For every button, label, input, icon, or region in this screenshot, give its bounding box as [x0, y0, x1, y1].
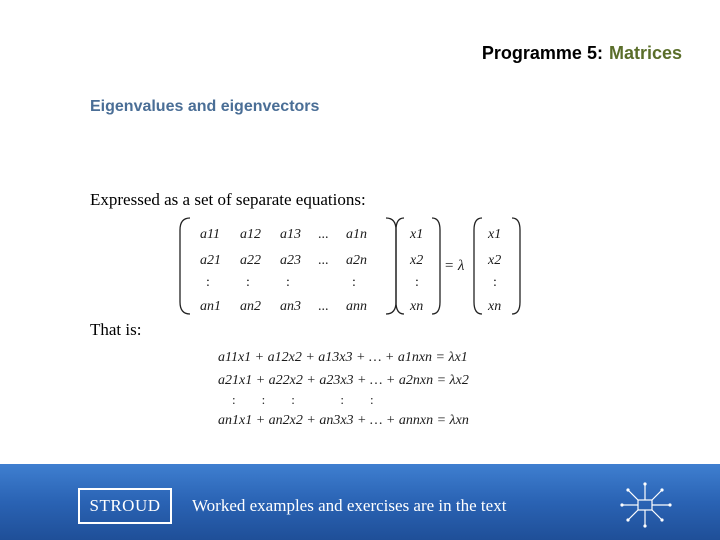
vector-rhs-entry: :	[493, 275, 497, 290]
vector-x-entry: x2	[410, 253, 424, 268]
vector-x-entry: xn	[410, 299, 424, 314]
vector-x-entry: :	[415, 275, 419, 290]
vector-rhs-entry: x1	[488, 227, 502, 242]
equation-line: : : : : :	[232, 392, 374, 407]
equation-line: a11x1 + a12x2 + a13x3 + … + a1nxn = λx1	[218, 350, 468, 365]
matrix-entry: ...	[318, 253, 329, 268]
matrix-entry: an2	[240, 299, 261, 314]
matrix-entry: ann	[346, 299, 367, 314]
matrix-entry: an1	[200, 299, 221, 314]
vector-x-entry: x1	[410, 227, 424, 242]
matrix-entry: :	[206, 275, 210, 290]
matrix-entry: a23	[280, 253, 301, 268]
matrix-left-bracket	[180, 218, 190, 314]
matrix-entry: a13	[280, 227, 301, 242]
vector-x-right-bracket	[432, 218, 440, 314]
matrix-entry: ...	[318, 299, 329, 314]
equation-line: an1x1 + an2x2 + an3x3 + … + annxn = λxn	[218, 413, 469, 428]
vector-rhs-left-bracket	[474, 218, 482, 314]
matrix-entry: an3	[280, 299, 301, 314]
vector-rhs-entry: x2	[488, 253, 502, 268]
lambda-operator: = λ	[444, 258, 465, 274]
equation-line: a21x1 + a22x2 + a23x3 + … + a2nxn = λx2	[218, 373, 469, 388]
vector-x-left-bracket	[396, 218, 404, 314]
matrix-entry: a22	[240, 253, 261, 268]
matrix-entry: ...	[318, 227, 329, 242]
vector-rhs-entry: xn	[488, 299, 502, 314]
matrix-entry: a21	[200, 253, 221, 268]
that-is-text: That is:	[90, 320, 142, 339]
programme-label: Programme 5:	[481, 43, 603, 63]
matrix-entry: :	[352, 275, 356, 290]
matrix-entry: a12	[240, 227, 261, 242]
vector-rhs-right-bracket	[512, 218, 520, 314]
topic-label: Matrices	[608, 43, 682, 63]
section-title: Eigenvalues and eigenvectors	[90, 98, 320, 115]
network-logo-icon	[618, 480, 674, 532]
intro-text: Expressed as a set of separate equations:	[90, 190, 366, 209]
matrix-entry: :	[246, 275, 250, 290]
stroud-badge: STROUD	[78, 488, 172, 524]
matrix-entry: :	[286, 275, 290, 290]
matrix-entry: a1n	[346, 227, 367, 242]
matrix-right-bracket	[386, 218, 396, 314]
footer-note: Worked examples and exercises are in the text	[192, 496, 507, 515]
matrix-entry: a2n	[346, 253, 367, 268]
matrix-entry: a11	[200, 227, 220, 242]
